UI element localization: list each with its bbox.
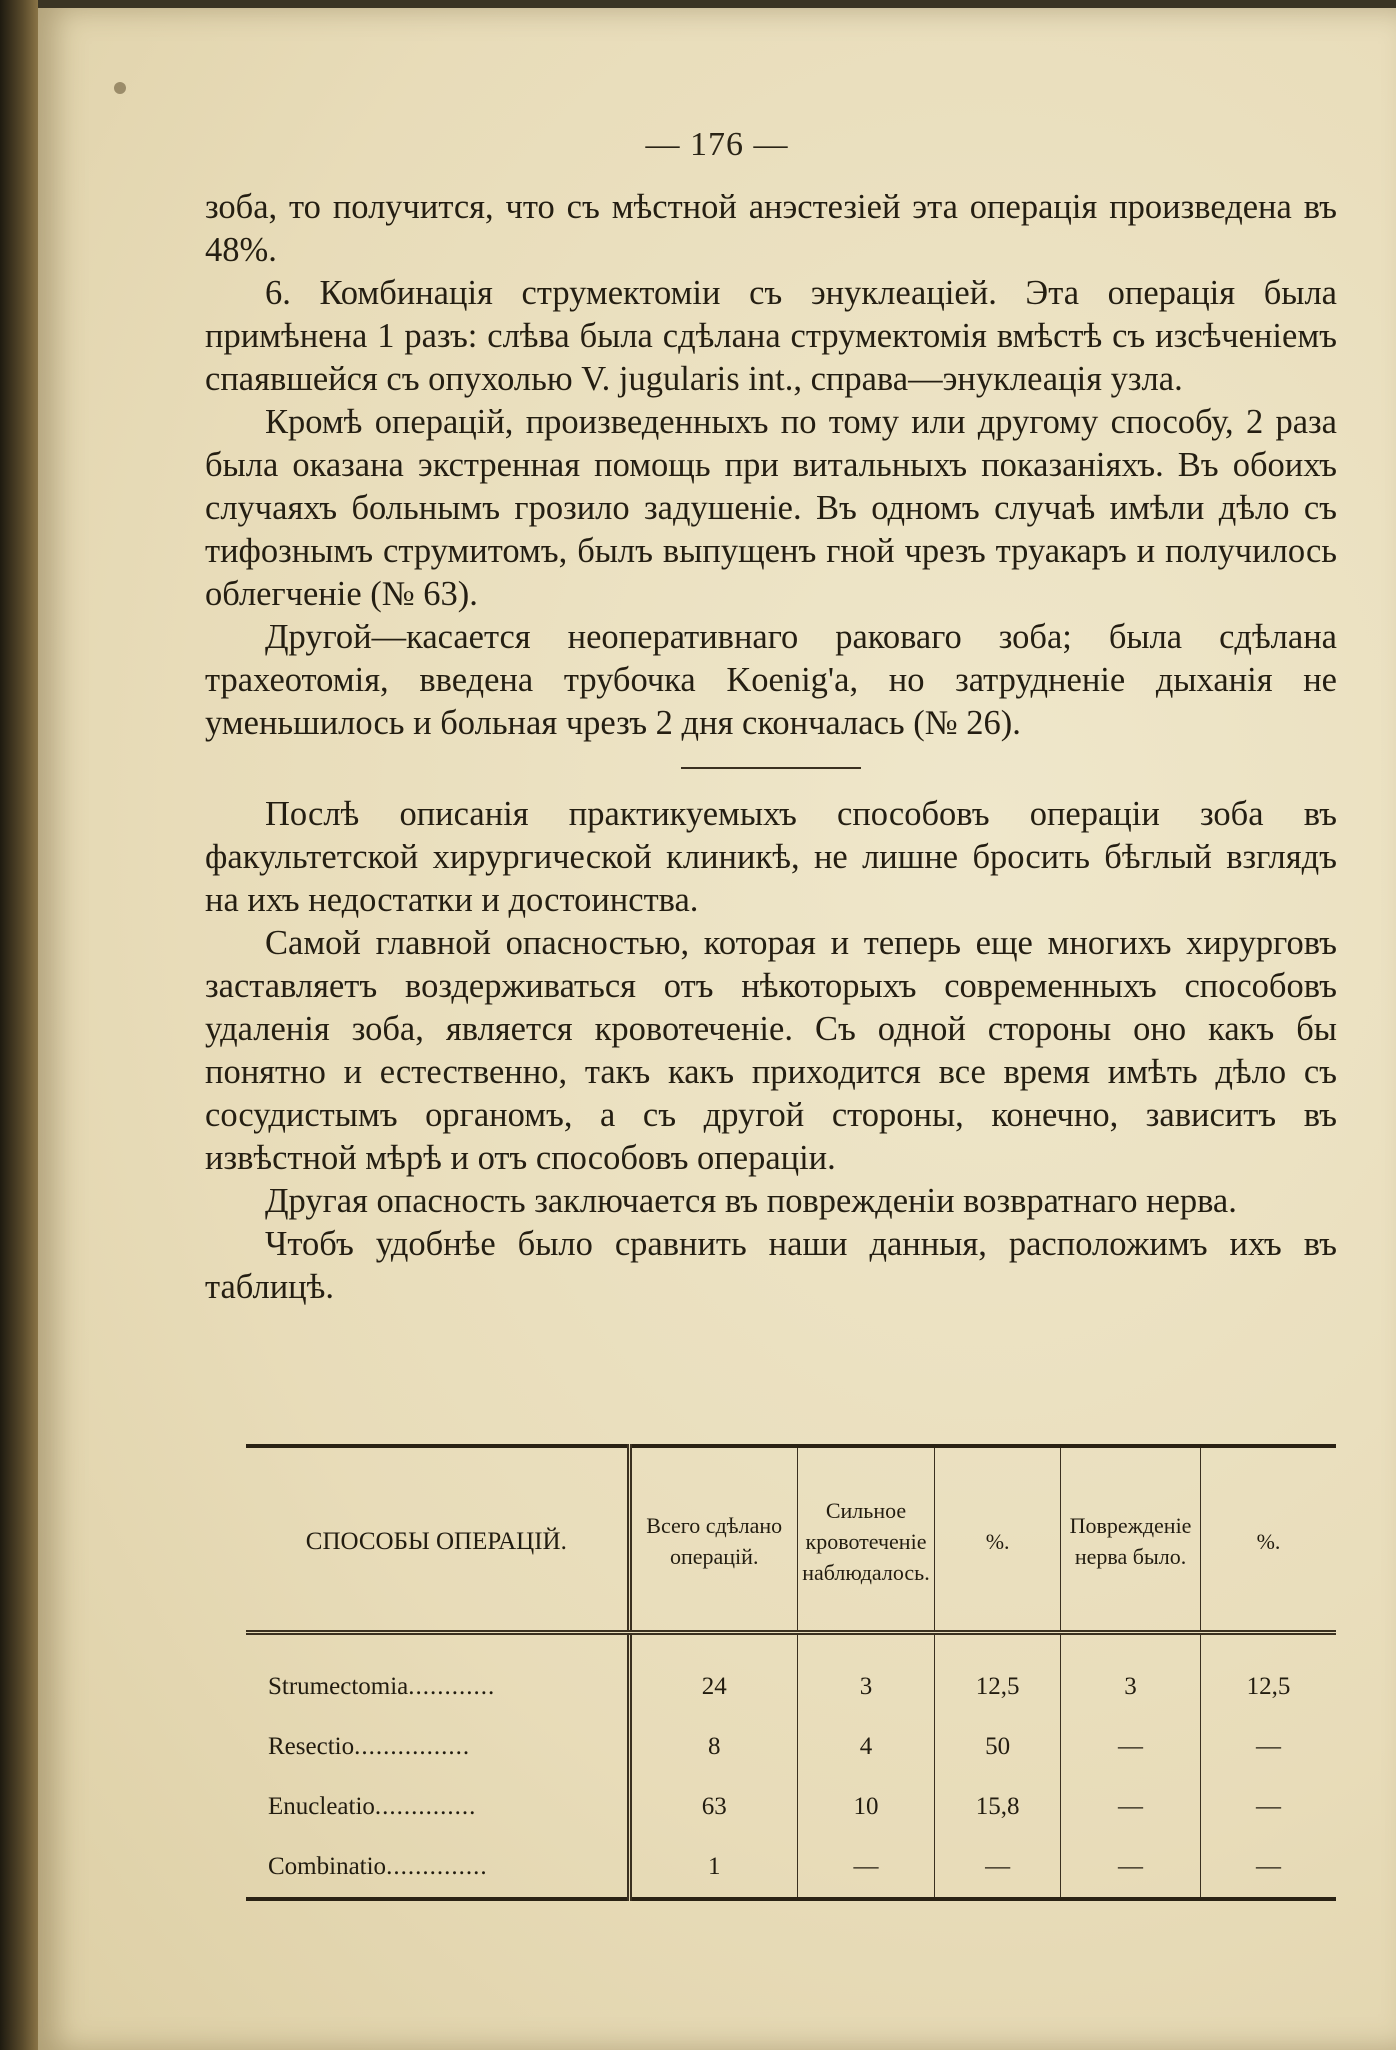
leader-dots: ............ <box>408 1673 496 1700</box>
cell-pct1: 15,8 <box>935 1777 1061 1837</box>
table-body <box>246 1633 1336 1900</box>
header-bleeding-percent: %. <box>935 1446 1061 1633</box>
cell-method <box>246 1777 629 1837</box>
cell-nerve: — <box>1061 1777 1201 1837</box>
paragraph: Другая опасность заключается въ поврежденіи возвратнаго нерва. <box>265 1182 1237 1220</box>
cell-pct2: 12,5 <box>1201 1633 1336 1718</box>
paragraph: Чтобъ удобнѣе было сравнить наши данныя, расположимъ ихъ въ таблицѣ. <box>205 1225 1337 1306</box>
body-text <box>205 186 1337 1309</box>
cell-pct2: — <box>1201 1837 1336 1899</box>
paragraph-group-bottom <box>205 793 1337 1309</box>
book-gutter <box>0 0 38 2050</box>
method-name: Enucleatio <box>268 1793 375 1820</box>
paragraph: 6. Комбинація струмектоміи съ энуклеаціей. Эта операція была примѣнена 1 разъ: слѣва была сдѣлана струмектомія вмѣстѣ съ изсѣченіемъ спаявшейся съ опухолью V. jugularis int., справа—энуклеація узла. <box>205 274 1337 398</box>
method-name: Combinatio <box>268 1853 387 1880</box>
page-number: — 176 — <box>645 126 789 163</box>
cell-nerve: — <box>1061 1717 1201 1777</box>
cell-method <box>246 1633 629 1718</box>
cell-total: 1 <box>629 1837 797 1899</box>
cell-pct1: 50 <box>935 1717 1061 1777</box>
table-row <box>246 1717 1336 1777</box>
cell-pct1: 12,5 <box>935 1633 1061 1718</box>
paragraph: Послѣ описанія практикуемыхъ способовъ операціи зоба въ факультетской хирургической клиникѣ, не лишне бросить бѣглый взглядъ на ихъ недостатки и достоинства. <box>205 795 1337 919</box>
cell-total: 24 <box>629 1633 797 1718</box>
cell-total: 63 <box>629 1777 797 1837</box>
section-divider <box>681 767 861 769</box>
paragraph-group-top <box>205 186 1337 745</box>
paragraph: Другой—касается неоперативнаго раковаго зоба; была сдѣлана трахеотомія, введена трубочка Koenig'а, но затрудненіе дыханія не уменьшилось и больная чрезъ 2 дня скончалась (№ 26). <box>205 618 1337 742</box>
header-nerve-injury: Поврежденіе нерва было. <box>1061 1446 1201 1633</box>
cell-bleeding: — <box>797 1837 934 1899</box>
method-name: Strumectomia <box>268 1673 409 1700</box>
cell-pct2: — <box>1201 1717 1336 1777</box>
header-nerve-percent: %. <box>1201 1446 1336 1633</box>
cell-bleeding: 3 <box>797 1633 934 1718</box>
table-header-row <box>246 1446 1336 1633</box>
table-row <box>246 1837 1336 1899</box>
header-severe-bleeding: Сильное кровотеченіе наблюдалось. <box>797 1446 934 1633</box>
leader-dots: .............. <box>386 1853 488 1880</box>
paragraph: зоба, то получится, что съ мѣстной анэстезіей эта операція произведена въ 48%. <box>205 188 1337 269</box>
operations-table <box>246 1444 1336 1901</box>
cell-pct1: — <box>935 1837 1061 1899</box>
cell-bleeding: 10 <box>797 1777 934 1837</box>
cell-pct2: — <box>1201 1777 1336 1837</box>
cell-method <box>246 1837 629 1899</box>
cell-bleeding: 4 <box>797 1717 934 1777</box>
leader-dots: .............. <box>374 1793 477 1820</box>
leader-dots: ................ <box>354 1733 471 1760</box>
cell-total: 8 <box>629 1717 797 1777</box>
method-name: Resectio <box>268 1733 355 1760</box>
cell-nerve: — <box>1061 1837 1201 1899</box>
paragraph: Самой главной опасностью, которая и теперь еще многихъ хирурговъ заставляетъ воздерживаться отъ нѣкоторыхъ современныхъ способовъ удаленія зоба, является кровотеченіе. Съ одной стороны оно какъ бы понятно и естественно, такъ какъ приходится все время имѣть дѣло съ сосудистымъ органомъ, а съ другой стороны, конечно, зависитъ въ извѣстной мѣрѣ и отъ способовъ операціи. <box>205 924 1337 1177</box>
cell-method <box>246 1717 629 1777</box>
header-methods: СПОСОБЫ ОПЕРАЦІЙ. <box>246 1446 629 1633</box>
table-row <box>246 1633 1336 1718</box>
paragraph: Кромѣ операцій, произведенныхъ по тому или другому способу, 2 раза была оказана экстренная помощь при витальныхъ показаніяхъ. Въ обоихъ случаяхъ больнымъ грозило задушеніе. Въ одномъ случаѣ имѣли дѣло съ тифознымъ струмитомъ, былъ выпущенъ гной чрезъ труакаръ и получилось облегченіе (№ 63). <box>205 403 1337 613</box>
paper-stain <box>114 82 126 94</box>
header-total-operations: Всего сдѣлано операцій. <box>629 1446 797 1633</box>
cell-nerve: 3 <box>1061 1633 1201 1718</box>
table-row <box>246 1777 1336 1837</box>
